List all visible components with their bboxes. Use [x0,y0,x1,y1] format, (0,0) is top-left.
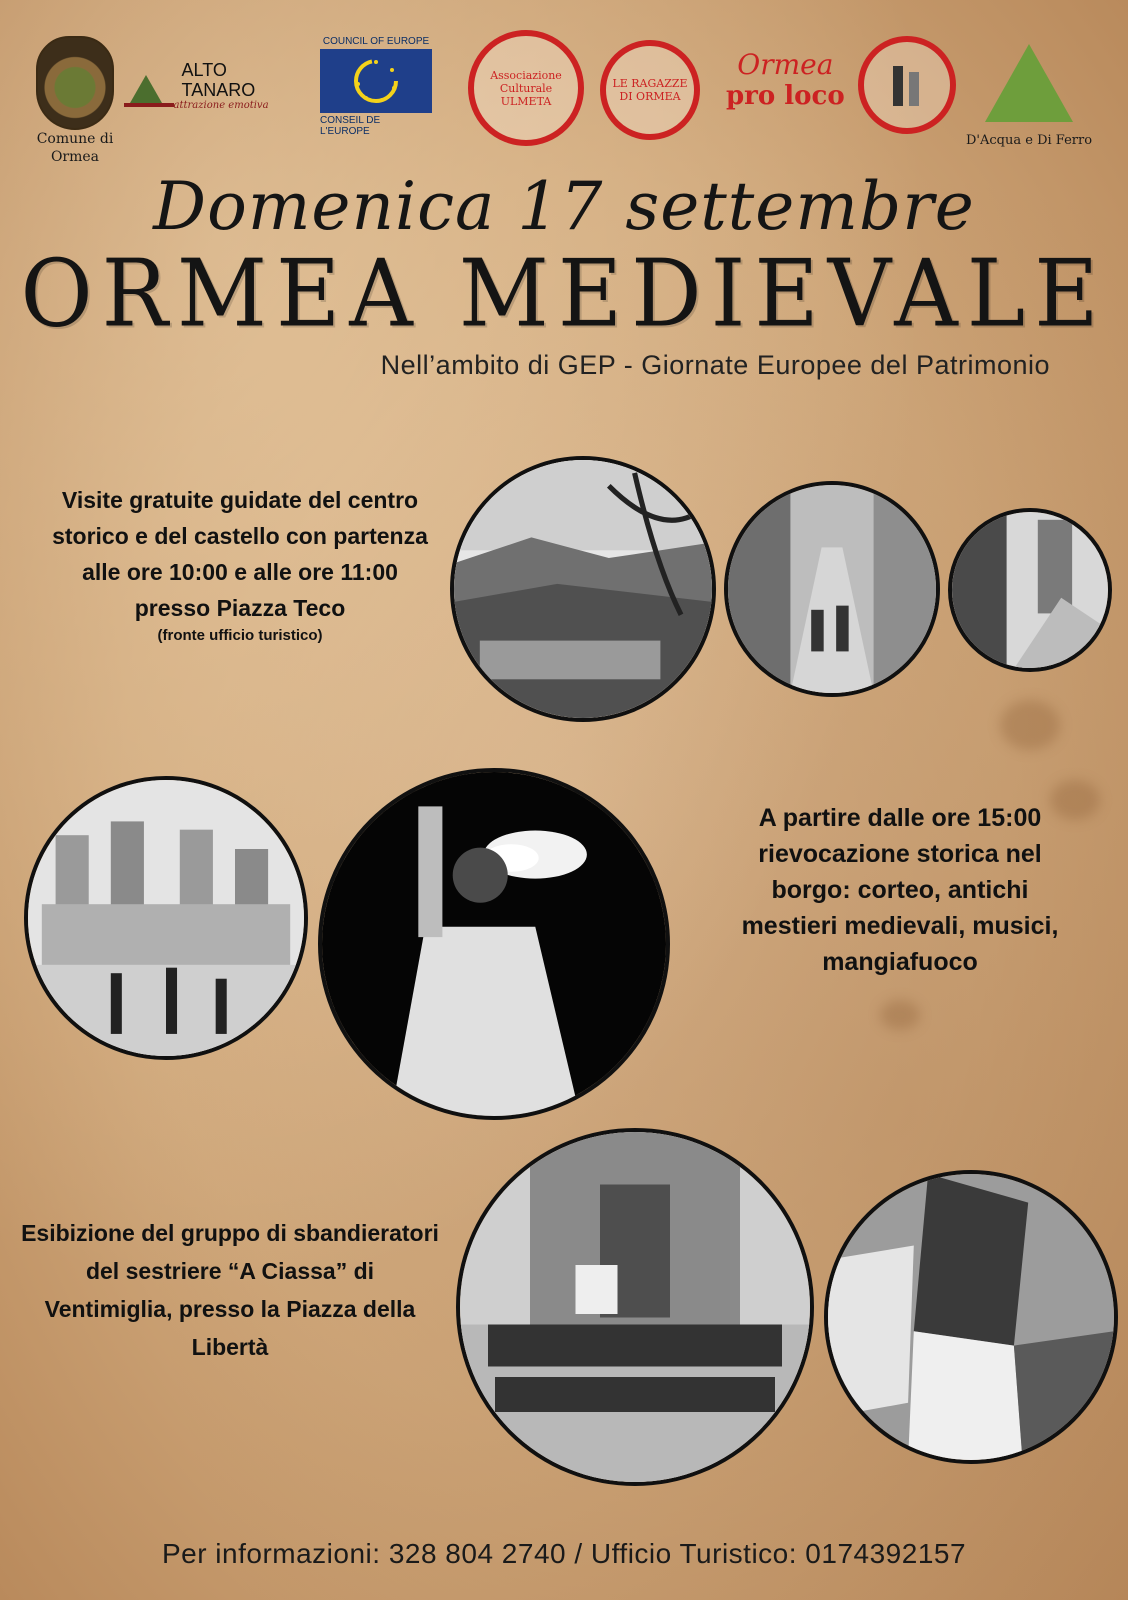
ulmeta-text: Associazione Culturale ULMETA [468,30,584,146]
guided-tours-text [50,482,430,646]
event-date: Domenica 17 settembre [153,168,975,245]
dacqua-caption: D'Acqua e Di Ferro [966,133,1093,148]
flag-wavers-text: Esibizione del gruppo di sbandieratori del sestriere “A Ciassa” di Ventimiglia, presso la Piazza della Libertà [21,1220,439,1360]
reenactment-text: A partire dalle ore 15:00 rievocazione storica nel borgo: corteo, antichi mestieri medievali, musici, mangiafuoco [741,804,1059,976]
mountain-icon [124,63,174,107]
event-title: ORMEA MEDIEVALE [20,239,1108,348]
contact-info: Per informazioni: 328 804 2740 / Ufficio Turistico: 0174392157 [161,1538,967,1569]
ragazze-ormea-logo [600,40,700,140]
alto-tanaro-tagline: attrazione emotiva [173,99,269,111]
heart-icon [858,36,956,134]
heart-logo [858,36,956,134]
alto-tanaro-logo [124,50,304,120]
photo-bell-tower [948,508,1112,672]
photo-fire-eater [318,768,670,1120]
guided-tours-note: (fronte ufficio turistico) [157,627,323,644]
comune-caption: Comune di Ormea [36,131,114,165]
paper-stain [1000,700,1060,750]
photo-town-street [724,481,940,697]
comune-ormea-logo [30,36,120,166]
triangle-icon [985,44,1073,122]
guided-tours-description: Visite gratuite guidate del centro storico e del castello con partenza alle ore 10:00 e alle ore 11:00 presso Piazza Teco [52,487,428,621]
photo-flags [824,1170,1118,1464]
ulmeta-logo [468,30,584,146]
illustration-medieval-castle [24,776,308,1060]
photo-flag-wavers-group [456,1128,814,1486]
coe-top-text: COUNCIL OF EUROPE [322,36,430,47]
council-of-europe-logo [320,36,432,137]
dacqua-ferro-logo [966,44,1092,150]
europe-stars-icon [320,49,432,113]
paper-stain [880,1000,920,1030]
ormea-script: Ormea [737,48,834,81]
event-subtitle: Nell’ambito di GEP - Giornate Europee del Patrimonio [380,350,1050,380]
alto-tanaro-name: ALTO TANARO [181,59,256,100]
coat-of-arms-icon [36,36,114,130]
sponsor-logo-bar [0,30,1128,180]
coe-bottom-text: CONSEIL DE L'EUROPE [320,115,381,137]
photo-mountain-valley [450,456,716,722]
ormea-proloco-logo [726,48,845,111]
ragazze-text: LE RAGAZZE DI ORMEA [600,40,700,140]
proloco-text: pro loco [726,81,845,111]
